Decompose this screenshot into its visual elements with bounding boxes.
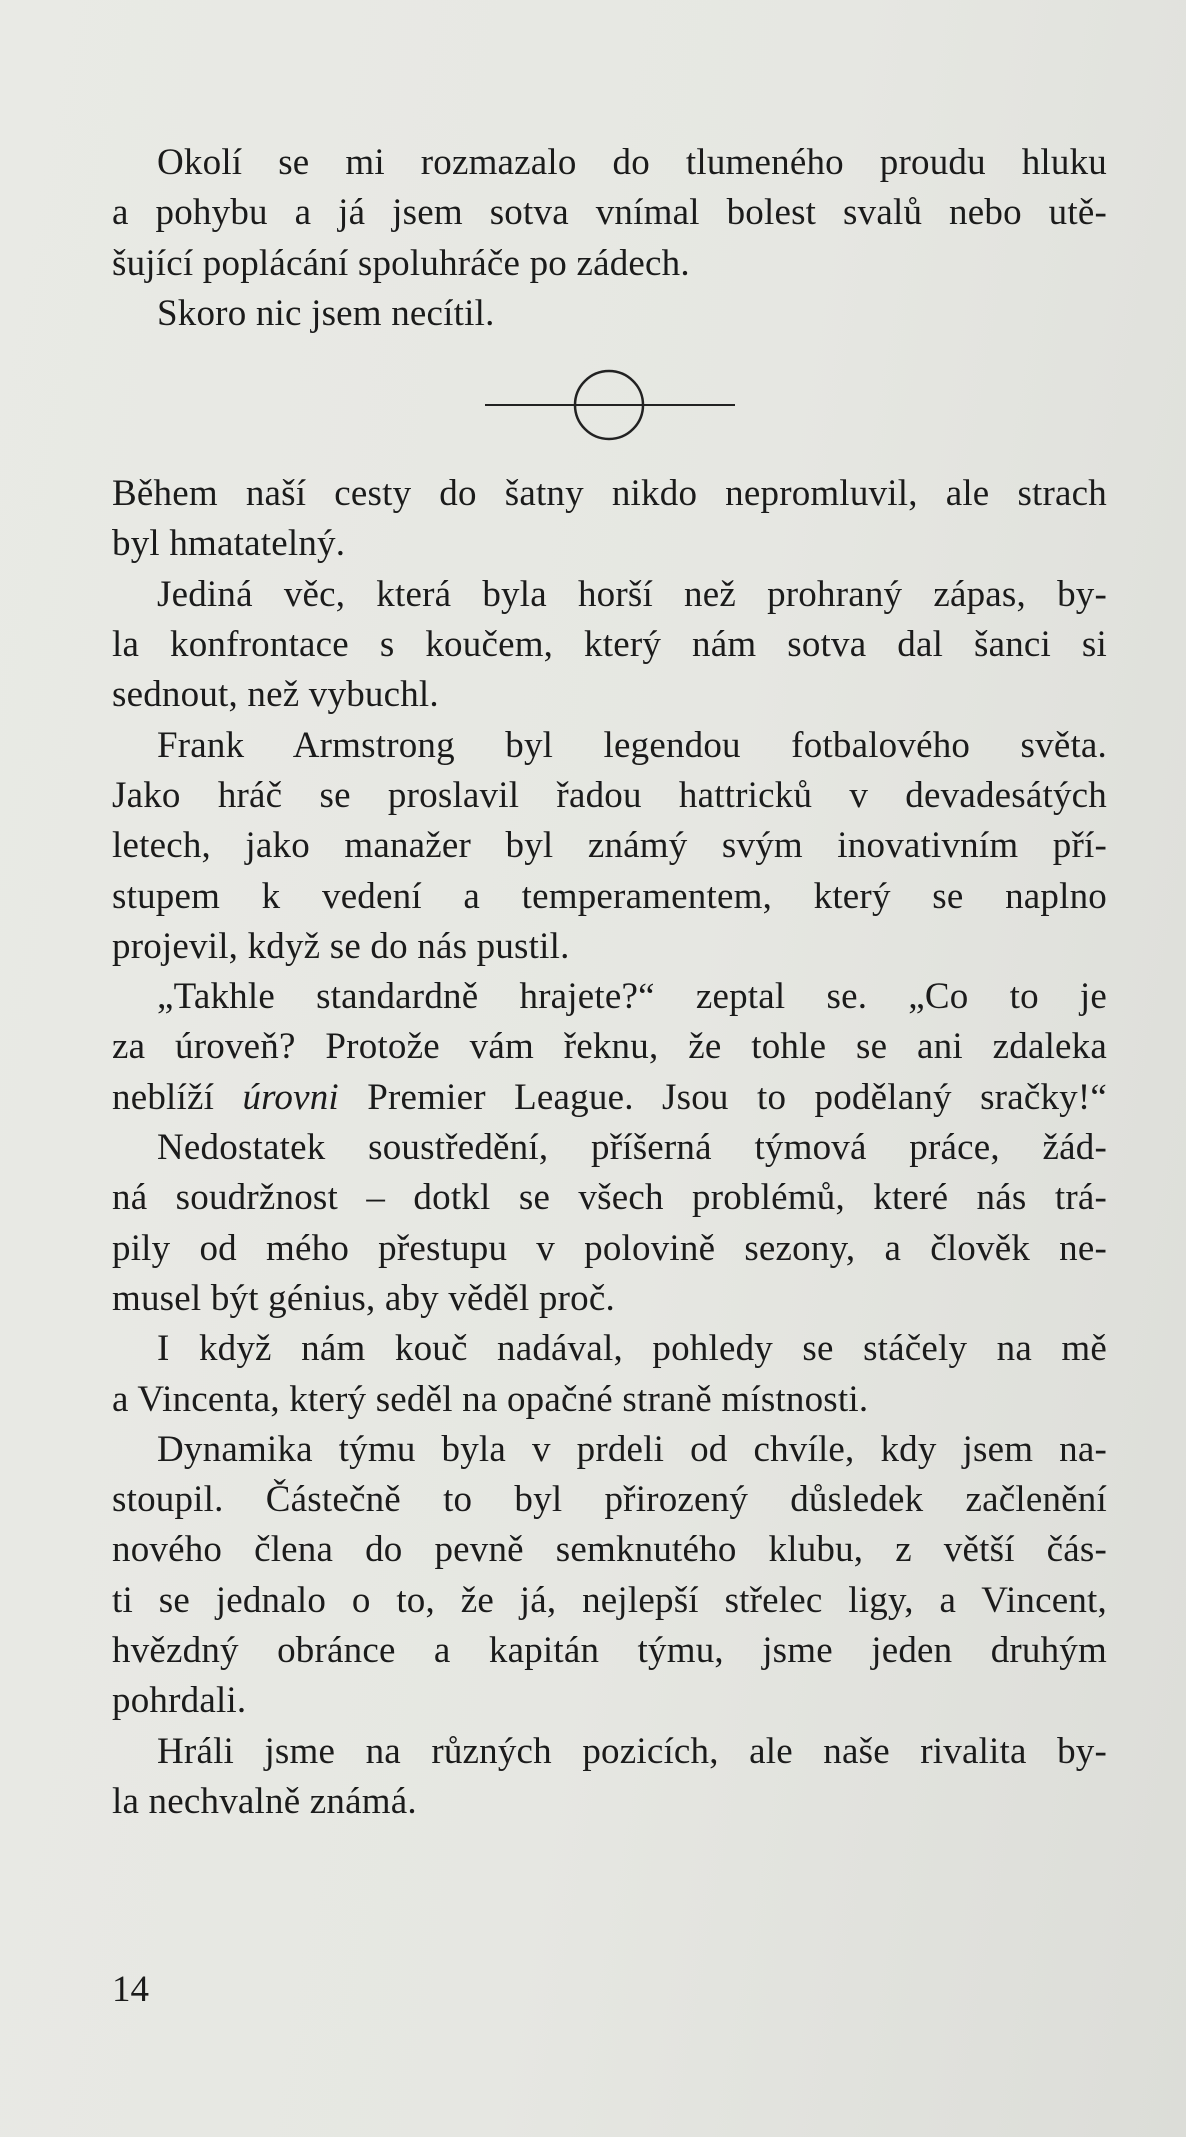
text-line: Jako hráč se proslavil řadou hattricků v devadesátých xyxy=(112,774,1107,816)
text-line: I když nám kouč nadával, pohledy se stáčely na mě xyxy=(157,1328,1107,1370)
text-line: stoupil. Částečně to byl přirozený důsledek začlenění xyxy=(112,1479,1107,1521)
football-pitch-center-circle-icon xyxy=(485,367,735,447)
text-line: ná soudržnost – dotkl se všech problémů, které nás trá- xyxy=(112,1177,1107,1219)
text-line: stupem k vedení a temperamentem, který se naplno xyxy=(112,875,1107,917)
paragraph xyxy=(112,1324,1107,1425)
paragraph xyxy=(112,138,1107,289)
text-line: ti se jednalo o to, že já, nejlepší střelec ligy, a Vincent, xyxy=(112,1579,1107,1621)
text-line: a pohybu a já jsem sotva vnímal bolest svalů nebo utě- xyxy=(112,192,1107,234)
text-run: neblíží xyxy=(112,1076,243,1118)
text-line: projevil, když se do nás pustil. xyxy=(112,925,570,967)
paragraph xyxy=(112,1123,1107,1324)
text-line: Okolí se mi rozmazalo do tlumeného proudu hluku xyxy=(157,142,1107,183)
text-line: Během naší cesty do šatny nikdo nepromluvil, ale strach xyxy=(112,473,1107,515)
text-line: nového člena do pevně semknutého klubu, z větší čás- xyxy=(112,1529,1107,1571)
text-line: hvězdný obránce a kapitán týmu, jsme jeden druhým xyxy=(112,1630,1107,1672)
italic-word: úrovni xyxy=(242,1076,339,1118)
text-line: pily od mého přestupu v polovině sezony, a člověk ne- xyxy=(112,1227,1107,1269)
text-line: Dynamika týmu byla v prdeli od chvíle, kdy jsem na- xyxy=(157,1428,1107,1470)
text-line: a Vincenta, který seděl na opačné straně místnosti. xyxy=(112,1378,869,1420)
paragraph xyxy=(112,1425,1107,1727)
text-line: Skoro nic jsem necítil. xyxy=(157,292,495,334)
text-line: Nedostatek soustředění, příšerná týmová práce, žád- xyxy=(157,1127,1107,1169)
book-page xyxy=(112,138,1107,1827)
text-line: sednout, než vybuchl. xyxy=(112,674,439,716)
text-line: musel být génius, aby věděl proč. xyxy=(112,1277,615,1319)
paragraph xyxy=(112,469,1107,570)
text-line: „Takhle standardně hrajete?“ zeptal se. „Co to je xyxy=(157,976,1107,1018)
text-line: Hráli jsme na různých pozicích, ale naše rivalita by- xyxy=(157,1730,1107,1772)
paragraph xyxy=(112,721,1107,972)
text-line: la konfrontace s koučem, který nám sotva dal šanci si xyxy=(112,624,1107,666)
text-line: pohrdali. xyxy=(112,1680,247,1722)
text-line: za úroveň? Protože vám řeknu, že tohle se ani zdaleka xyxy=(112,1026,1107,1068)
text-line xyxy=(112,1073,1107,1123)
page-number: 14 xyxy=(112,1969,149,2010)
text-run: Premier League. Jsou to podělaný sračky!“ xyxy=(338,1076,1107,1118)
text-line: Frank Armstrong byl legendou fotbalového světa. xyxy=(157,724,1107,766)
text-line: Jediná věc, která byla horší než prohraný zápas, by- xyxy=(157,573,1107,615)
paragraph xyxy=(112,570,1107,721)
text-line: byl hmatatelný. xyxy=(112,523,346,565)
paragraph xyxy=(112,289,1107,339)
paragraph xyxy=(112,1727,1107,1828)
text-line: la nechvalně známá. xyxy=(112,1780,417,1822)
text-line: letech, jako manažer byl známý svým inovativním pří- xyxy=(112,825,1107,867)
text-line: šující poplácání spoluhráče po zádech. xyxy=(112,242,690,284)
paragraph xyxy=(112,972,1107,1123)
